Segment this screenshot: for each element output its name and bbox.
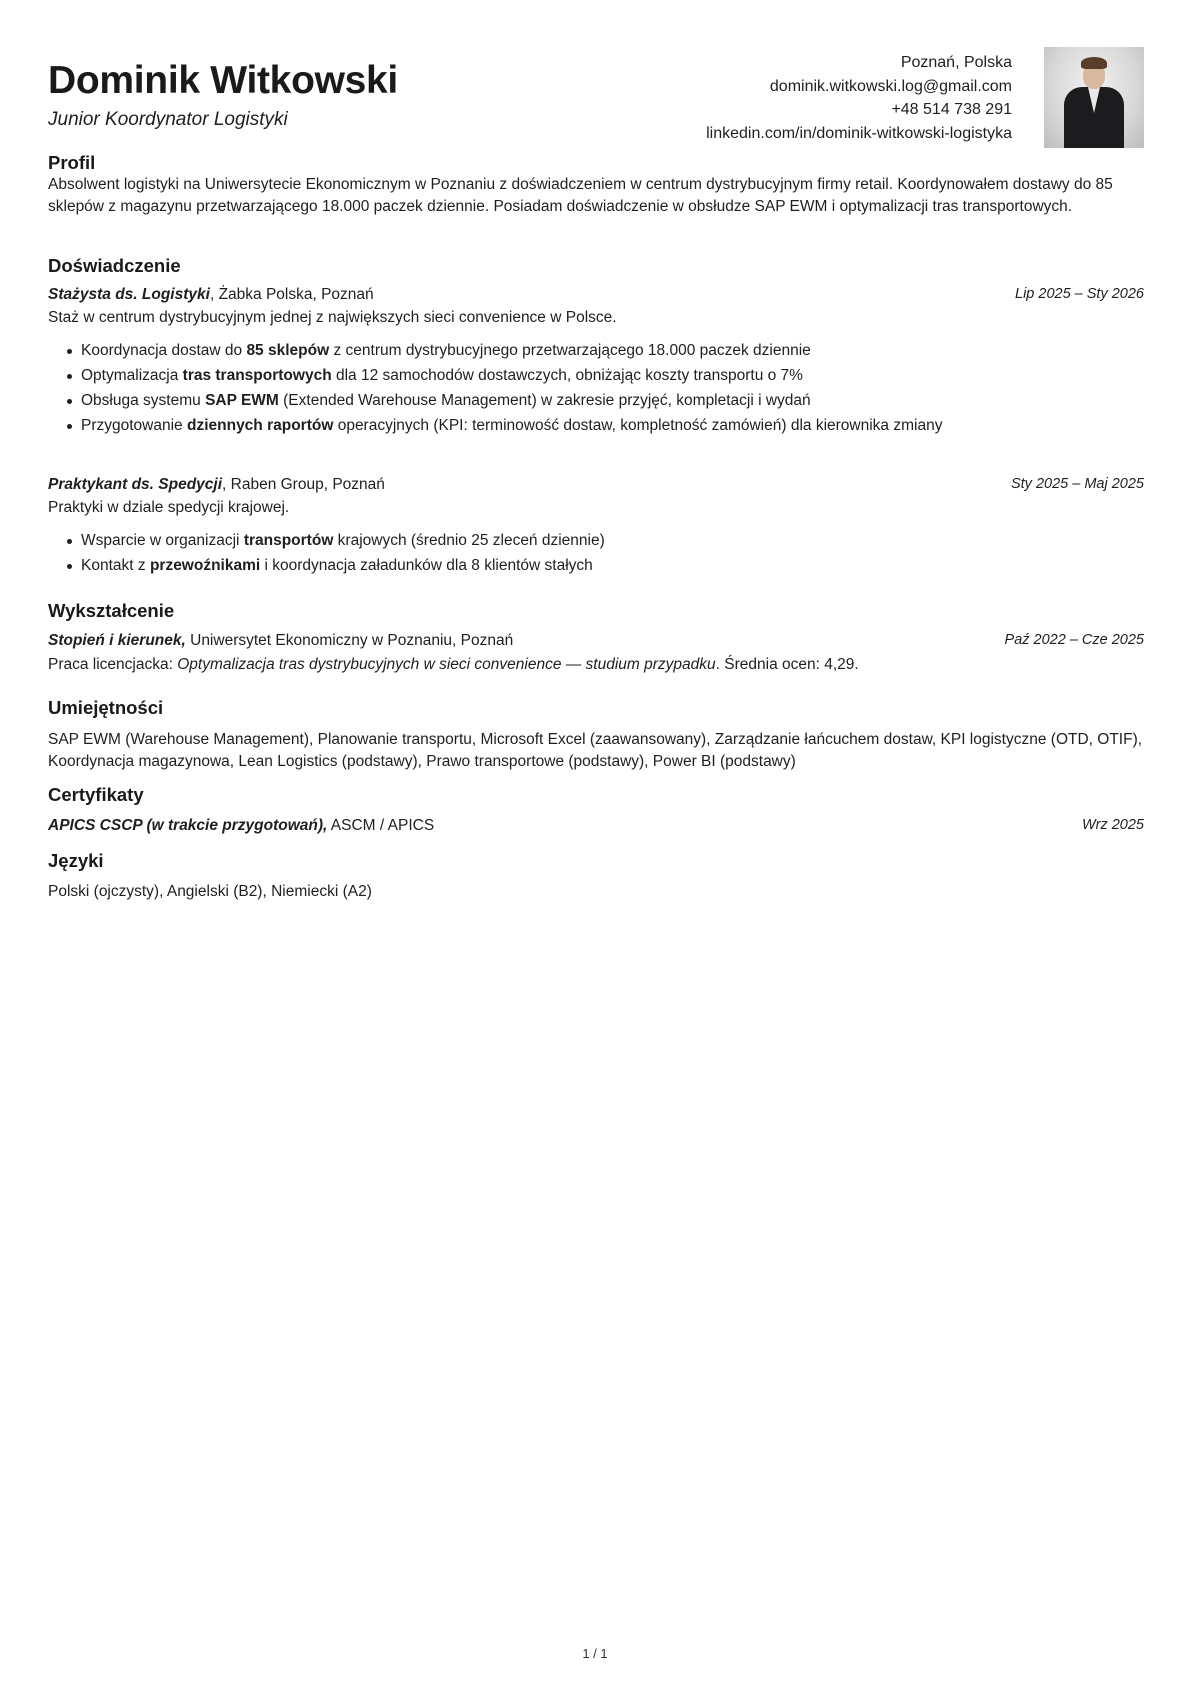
section-heading-skills: Umiejętności bbox=[48, 697, 169, 719]
job-role: Stażysta ds. Logistyki bbox=[48, 286, 210, 303]
job-company: , Żabka Polska, Poznań bbox=[209, 286, 374, 303]
job-title: Junior Koordynator Logistyki bbox=[48, 109, 288, 130]
linkedin-link[interactable]: linkedin.com/in/dominik-witkowski-logistyka bbox=[706, 124, 1012, 142]
job-role: Praktykant ds. Spedycji bbox=[48, 476, 223, 493]
page-number: 1 / 1 bbox=[582, 1646, 608, 1661]
list-item: Kontakt z przewoźnikami i koordynacja załadunków dla 8 klientów stałych bbox=[48, 553, 1144, 578]
thesis-title: Optymalizacja tras dystrybucyjnych w sieci convenience — studium przypadku bbox=[177, 656, 716, 673]
job-entry-header bbox=[48, 474, 1144, 495]
job-company: , Raben Group, Poznań bbox=[222, 476, 385, 493]
school: Uniwersytet Ekonomiczny w Poznaniu, Poznań bbox=[185, 632, 514, 649]
certificate-issuer: ASCM / APICS bbox=[327, 817, 435, 834]
list-item: Koordynacja dostaw do 85 sklepów z centrum dystrybucyjnego przetwarzającego 18.000 paczek dziennie bbox=[48, 338, 1144, 363]
job-dates: Lip 2025 – Sty 2026 bbox=[1015, 286, 1144, 302]
section-heading-languages: Języki bbox=[48, 850, 110, 872]
job-bullets bbox=[48, 528, 1144, 578]
profile-photo bbox=[1044, 47, 1144, 148]
skills-text: SAP EWM (Warehouse Management), Planowanie transportu, Microsoft Excel (zaawansowany), Zarządzanie łańcuchem dostaw, KPI logistyczne (OTD, OTIF), Koordynacja magazynowa, Lean Logistics (podstawy), Prawo transportowe (podstawy), Power BI (podstawy) bbox=[48, 731, 1143, 770]
profile-text: Absolwent logistyki na Uniwersytecie Ekonomicznym w Poznaniu z doświadczeniem w centrum dystrybucyjnym firmy retail. Koordynowałem dostawy do 85 sklepów z magazynu przetwarzającego 18.000 paczek dziennie. Posiadam doświadczenie w obsłudze SAP EWM i optymalizacji tras transportowych. bbox=[48, 176, 1113, 215]
photo-hair-shape bbox=[1081, 57, 1107, 69]
section-heading-experience: Doświadczenie bbox=[48, 255, 187, 277]
job-description: Praktyki w dziale spedycji krajowej. bbox=[48, 499, 290, 516]
email-link[interactable]: dominik.witkowski.log@gmail.com bbox=[769, 77, 1012, 95]
list-item: Wsparcie w organizacji transportów krajowych (średnio 25 zleceń dziennie) bbox=[48, 528, 1144, 553]
phone: +48 514 738 291 bbox=[891, 101, 1012, 118]
section-heading-certificates: Certyfikaty bbox=[48, 784, 150, 806]
section-heading-education: Wykształcenie bbox=[48, 600, 180, 622]
languages-text: Polski (ojczysty), Angielski (B2), Niemiecki (A2) bbox=[48, 883, 372, 900]
education-entry-header bbox=[48, 630, 1144, 651]
list-item: Obsługa systemu SAP EWM (Extended Warehouse Management) w zakresie przyjęć, kompletacji i wydań bbox=[48, 388, 1144, 413]
candidate-name: Dominik Witkowski bbox=[48, 59, 416, 103]
certificate-entry bbox=[48, 815, 1144, 836]
list-item: Optymalizacja tras transportowych dla 12 samochodów dostawczych, obniżając koszty transportu o 7% bbox=[48, 363, 1144, 388]
job-dates: Sty 2025 – Maj 2025 bbox=[1010, 476, 1144, 492]
resume-page bbox=[48, 0, 1144, 1683]
education-dates: Paź 2022 – Cze 2025 bbox=[1004, 632, 1144, 648]
certificate-name: APICS CSCP (w trakcie przygotowań), bbox=[48, 817, 328, 834]
degree: Stopień i kierunek, bbox=[48, 632, 186, 649]
job-entry-header bbox=[48, 284, 1144, 305]
header bbox=[48, 47, 1144, 149]
location: Poznań, Polska bbox=[900, 54, 1012, 71]
section-heading-profile: Profil bbox=[48, 152, 101, 174]
list-item: Przygotowanie dziennych raportów operacyjnych (KPI: terminowość dostaw, kompletność zamówień) dla kierownika zmiany bbox=[48, 413, 1144, 438]
job-description: Staż w centrum dystrybucyjnym jednej z największych sieci convenience w Polsce. bbox=[48, 309, 617, 326]
job-bullets bbox=[48, 338, 1144, 438]
certificate-date: Wrz 2025 bbox=[1081, 817, 1144, 833]
contact-info bbox=[706, 51, 1012, 145]
thesis: Praca licencjacka: Optymalizacja tras dystrybucyjnych w sieci convenience — studium przypadku. Średnia ocen: 4,29. bbox=[48, 656, 859, 673]
